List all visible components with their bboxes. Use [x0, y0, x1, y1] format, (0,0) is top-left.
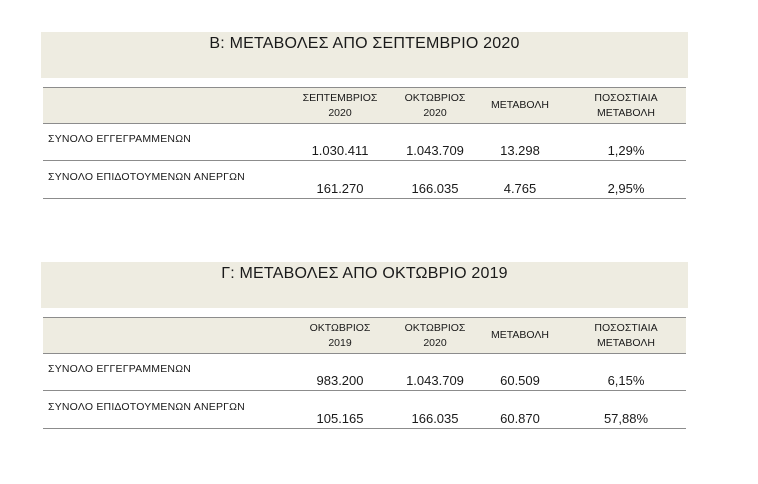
- row-value: 13.298: [500, 143, 540, 158]
- row-value: 1.030.411: [311, 143, 369, 158]
- row-value: 1.043.709: [406, 143, 464, 158]
- section-title: Γ: ΜΕΤΑΒΟΛΕΣ ΑΠΟ ΟΚΤΩΒΡΙΟ 2019: [221, 265, 508, 282]
- table-row: [43, 353, 686, 391]
- row-value: 161.270: [316, 181, 364, 196]
- header-line-2: 2020: [423, 107, 447, 119]
- row-value: 2,95%: [607, 181, 645, 196]
- header-line-2: 2020: [423, 337, 447, 349]
- header-line-2: 2019: [328, 337, 352, 349]
- header-col-3: [475, 328, 565, 343]
- row-label: ΣΥΝΟΛΟ ΕΠΙΔΟΤΟΥΜΕΝΩΝ ΑΝΕΡΓΩΝ: [48, 401, 245, 413]
- header-line-1: ΟΚΤΩΒΡΙΟΣ: [309, 322, 371, 334]
- header-col-1: [295, 91, 385, 121]
- header-col-2: [390, 91, 480, 121]
- row-value: 4.765: [503, 181, 537, 196]
- header-col-4: [576, 321, 676, 351]
- table-header: [43, 87, 686, 124]
- header-col-4: [576, 91, 676, 121]
- header-line-1: ΜΕΤΑΒΟΛΗ: [491, 99, 549, 111]
- row-label: ΣΥΝΟΛΟ ΕΓΓΕΓΡΑΜΜΕΝΩΝ: [48, 133, 192, 145]
- row-value: 60.509: [500, 373, 540, 388]
- table-row: [43, 161, 686, 199]
- header-col-3: [475, 98, 565, 113]
- header-line-1: ΠΟΣΟΣΤΙΑΙΑ: [594, 92, 658, 104]
- header-line-1: ΠΟΣΟΣΤΙΑΙΑ: [594, 322, 658, 334]
- header-line-2: ΜΕΤΑΒΟΛΗ: [597, 107, 655, 119]
- row-label: ΣΥΝΟΛΟ ΕΓΓΕΓΡΑΜΜΕΝΩΝ: [48, 363, 192, 375]
- row-value: 1,29%: [607, 143, 645, 158]
- header-line-2: ΜΕΤΑΒΟΛΗ: [597, 337, 655, 349]
- header-line-1: ΣΕΠΤΕΜΒΡΙΟΣ: [302, 92, 378, 104]
- row-value: 166.035: [411, 181, 459, 196]
- row-value: 983.200: [316, 373, 364, 388]
- table-row: [43, 391, 686, 429]
- section-title: Β: ΜΕΤΑΒΟΛΕΣ ΑΠΟ ΣΕΠΤΕΜΒΡΙΟ 2020: [209, 35, 520, 52]
- row-value: 166.035: [411, 411, 459, 426]
- row-value: 105.165: [316, 411, 364, 426]
- row-value: 60.870: [500, 411, 540, 426]
- header-line-2: 2020: [328, 107, 352, 119]
- row-value: 57,88%: [603, 411, 649, 426]
- row-value: 1.043.709: [406, 373, 464, 388]
- row-label: ΣΥΝΟΛΟ ΕΠΙΔΟΤΟΥΜΕΝΩΝ ΑΝΕΡΓΩΝ: [48, 171, 245, 183]
- header-col-2: [390, 321, 480, 351]
- table-row: [43, 123, 686, 161]
- header-line-1: ΜΕΤΑΒΟΛΗ: [491, 329, 549, 341]
- header-line-1: ΟΚΤΩΒΡΙΟΣ: [404, 322, 466, 334]
- table-header: [43, 317, 686, 354]
- header-col-1: [295, 321, 385, 351]
- header-line-1: ΟΚΤΩΒΡΙΟΣ: [404, 92, 466, 104]
- row-value: 6,15%: [607, 373, 645, 388]
